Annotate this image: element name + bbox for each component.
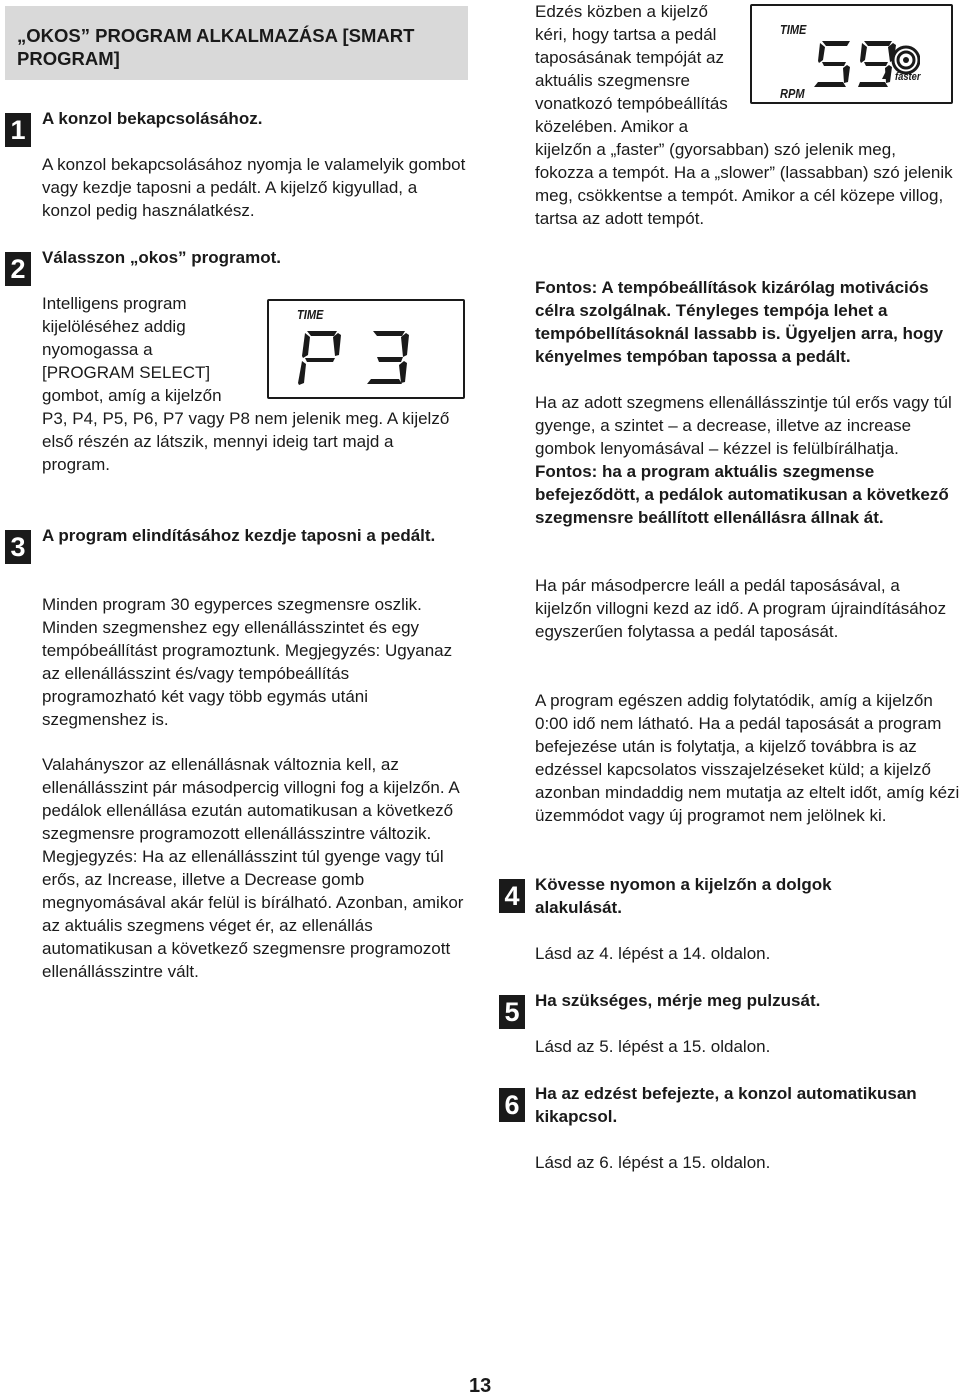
step-5-badge: 5 <box>499 995 525 1029</box>
step-4-text: Lásd az 4. lépést a 14. oldalon. <box>535 944 771 963</box>
step-1-heading: A konzol bekapcsolásához. <box>42 109 263 128</box>
step-3-badge: 3 <box>5 530 31 564</box>
step-2-text-cont <box>42 407 462 476</box>
step-4-badge: 4 <box>499 879 525 913</box>
step-6-badge: 6 <box>499 1088 525 1122</box>
step-5-text: Lásd az 5. lépést a 15. oldalon. <box>535 1037 771 1056</box>
faster-arrow-icon <box>881 70 891 80</box>
step-2-text: Intelligens program kijelöléséhez addig nyomogassa a [PROGRAM SELECT] gombot, amíg a kijelzőn <box>42 294 222 405</box>
right-text-2-bold: Fontos: ha a program aktuális szegmense befejeződött, a pedálok automatikusan a következő szegmensre beállított ellenállásra állnak át. <box>535 462 949 527</box>
step-2-badge: 2 <box>5 252 31 286</box>
right-text-4: A program egészen addig folytatódik, amíg a kijelzőn 0:00 idő nem látható. Ha a pedál taposását a program befejezése után is folytatja, a kijelző továbbra is az edzéssel kapcsolatos visszajelzéseket küld; a kijelző azonban mindaddig nem mutatja az eltelt időt, amíg kézi üzemmódot vagy új programot nem jelölnek ki. <box>535 691 960 825</box>
right-text-1: Edzés közben a kijelző kéri, hogy tartsa a pedál taposásának tempóját az aktuális szegmensre vonatkozó tempóbeállítás közelében. Amikor a <box>535 2 728 136</box>
step-3-text-1: Minden program 30 egyperces szegmensre oszlik. Minden szegmenshez egy ellenállásszintet és egy tempóbeállítást programoztunk. Megjegyzés: Ugyanaz az ellenállásszint és/vagy tempóbeállítás programozható két vagy több egymás utáni szegmenshez is. <box>42 595 453 729</box>
text-continuation: kijelzőn a „faster” (gyorsabban) szó jelenik meg, fokozza a tempót. Ha a „slower” (lassabban) szó jelenik meg, csökkentse a tempót. Amikor a cél közepe villog, tartsa az adott tempót. <box>535 140 953 228</box>
page-number: 13 <box>469 1375 492 1397</box>
page-title: „OKOS” PROGRAM ALKALMAZÁSA [SMART PROGRAM] <box>5 6 468 80</box>
lcd-display-program <box>267 299 465 399</box>
step-4-heading: Kövesse nyomon a kijelzőn a dolgok alakulását. <box>535 875 832 917</box>
step-6-heading: Ha az edzést befejezte, a konzol automatikusan kikapcsol. <box>535 1084 917 1126</box>
step-2-text-wrap <box>42 292 234 407</box>
step-5-heading: Ha szükséges, mérje meg pulzusát. <box>535 991 821 1010</box>
step-1-text: A konzol bekapcsolásához nyomja le valamelyik gombot vagy kezdje taposni a pedált. A kijelző kigyullad, a konzol pedig használatkész. <box>42 155 466 220</box>
lcd-time-label: TIME <box>297 307 324 322</box>
right-text-2 <box>535 391 960 529</box>
text-continuation: P3, P4, P5, P6, P7 vagy P8 nem jelenik meg. A kijelző első részén az látszik, mennyi ideig tart majd a program. <box>42 409 450 474</box>
lcd-time-label-2: TIME <box>780 22 807 37</box>
lcd-p3-digits <box>293 327 443 387</box>
step-3-heading: A program elindításához kezdje taposni a pedált. <box>42 526 436 545</box>
step-1-badge: 1 <box>5 113 31 147</box>
right-text-3: Ha pár másodpercre leáll a pedál taposásával, a kijelzőn villogni kezd az idő. A program újraindításához egyszerűen folytassa a pedál taposását. <box>535 576 947 641</box>
lcd-rpm-label: RPM <box>780 86 805 101</box>
right-text-1-cont <box>535 138 955 230</box>
lcd-faster-label: faster <box>895 71 921 83</box>
right-important-1: Fontos: A tempóbeállítások kizárólag motivációs célra szolgálnak. Tényleges tempója lehet a tempóbellításoknál lassabb is. Ügyeljen arra, hogy kényelmes tempóban tapossa a pedált. <box>535 278 944 366</box>
step-6-text: Lásd az 6. lépést a 15. oldalon. <box>535 1153 771 1172</box>
right-text-1-top <box>535 0 735 138</box>
step-2-heading: Válasszon „okos” programot. <box>42 248 281 267</box>
right-text-2-plain: Ha az adott szegmens ellenállásszintje túl erős vagy túl gyenge, a szintet – a decrease, illetve az increase gombok lenyomásával – kézzel is felülbírálhatja. <box>535 393 952 458</box>
step-3-text-2: Valahányszor az ellenállásnak változnia kell, az ellenállásszint pár másodpercig villogni fog a kijelzőn. A pedálok ellenállása ezután automatikusan a következő szegmensre programozott ellenállásszintre változik. Megjegyzés: Ha az ellenállásszint túl gyenge vagy túl erős, az Increase, illetve a Decrease gomb megnyomásával akár felül is bírálható. Azonban, amikor az aktuális szegmens véget ér, az ellenállás automatikusan a következő szegmensre programozott ellenállásszintre vált. <box>42 755 464 981</box>
lcd-display-rpm <box>750 4 953 104</box>
